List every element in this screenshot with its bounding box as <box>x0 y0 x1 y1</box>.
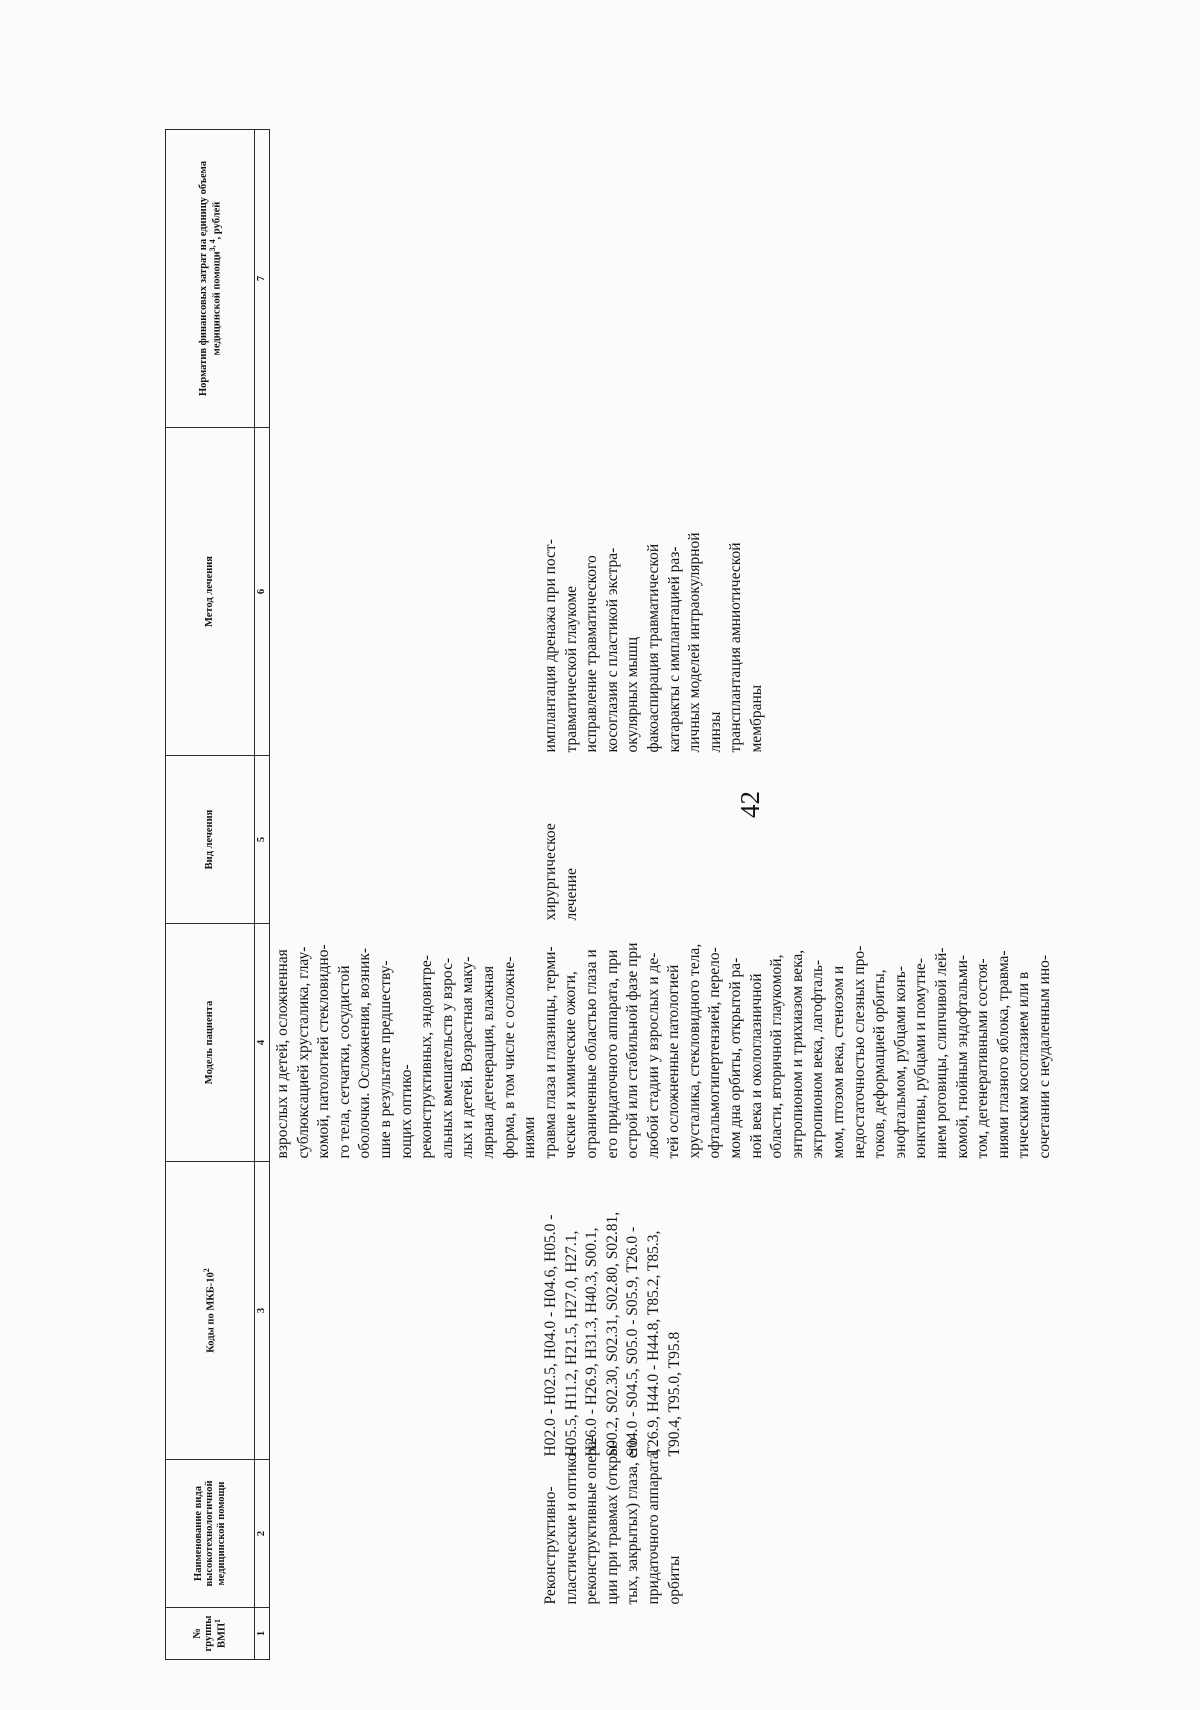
text-line: ниями глазного яблока, травма- <box>994 950 1012 1159</box>
text-line: его придаточного аппарата, при <box>603 949 621 1159</box>
text-line: лярная дегенерация, влажная <box>479 965 497 1159</box>
text-line: области, вторичной глаукомой, <box>768 954 786 1159</box>
continued-patient-model-text <box>273 927 541 1159</box>
text-line: личных моделей интраокулярной <box>686 532 704 753</box>
cell-patient-model <box>270 924 1059 1162</box>
header-col-7: Норматив финансовых затрат на единицу объема медицинской помощи$^{3, 4}$, рублей <box>166 130 255 428</box>
text-line: тическим косоглазием или в <box>1015 971 1033 1159</box>
text-line: комой, гнойным эндофтальми- <box>953 954 971 1159</box>
text-line: орбиты <box>665 1555 683 1605</box>
header-col-5: Вид лечения <box>166 756 255 924</box>
text-line: ческие и химические ожоги, <box>562 971 580 1159</box>
text-line: токов, деформацией орбиты, <box>871 969 889 1159</box>
text-line: эктропионом века, лагофталь- <box>809 959 827 1159</box>
text-line: T90.4, T95.0, T95.8 <box>665 1331 683 1457</box>
vmp-table <box>165 129 1059 1660</box>
text-line: травма глаза и глазницы, терми- <box>541 946 559 1159</box>
text-line: мембраны <box>747 684 765 753</box>
table-row <box>270 130 1059 1660</box>
text-line: мом дна орбиты, открытой ра- <box>727 957 745 1159</box>
cell-icd-codes <box>270 1162 1059 1460</box>
text-line: ции при травмах (откры- <box>603 1440 621 1605</box>
text-line: лечение <box>562 868 580 921</box>
column-number-row <box>255 130 270 1660</box>
text-line: энтропионом и трихиазом века, <box>788 949 806 1159</box>
text-line: факоаспирация травматической <box>644 543 662 753</box>
text-line: реконструктивных, эндовитре- <box>418 955 436 1159</box>
treatment-method-item <box>582 431 644 753</box>
text-line: S04.0 - S04.5, S05.0 - S05.9, T26.0 - <box>624 1226 642 1457</box>
treatment-method-item <box>644 431 726 753</box>
text-line: катаракты с имплантацией раз- <box>665 546 683 753</box>
text-line: комой, патологией стекловидно- <box>315 944 333 1159</box>
header-col-2: Наименование вида высокотехнологичной медицинской помощи <box>166 1460 255 1608</box>
text-line: том, дегенеративными состоя- <box>974 958 992 1159</box>
text-line: реконструктивные опера- <box>583 1436 601 1605</box>
text-line: хирургическое <box>542 823 559 921</box>
cell-financial-norm <box>270 130 1059 428</box>
text-line: S00.2, S02.30, S02.31, S02.80, S02.81, <box>603 1211 621 1457</box>
text-line: оболочки. Осложнения, возник- <box>356 947 374 1159</box>
cell-treatment-method <box>270 428 1059 756</box>
text-line: ограниченные областью глаза и <box>582 949 600 1159</box>
text-line: H02.0 - H02.5, H04.0 - H04.6, H05.0 - <box>542 1214 559 1457</box>
text-line: травматической глаукоме <box>562 585 580 753</box>
text-line: имплантация дренажа при пост- <box>542 539 559 753</box>
text-line: трансплантация амниотической <box>727 542 745 753</box>
text-line: шие в результате предшеству- <box>376 960 394 1159</box>
text-line: го тела, сетчатки, сосудистой <box>335 965 353 1159</box>
rotated-table-container <box>165 130 1115 1660</box>
cell-group-number <box>270 1608 1059 1660</box>
column-number: 6 <box>255 428 270 756</box>
cell-treatment-type <box>270 756 1059 924</box>
header-row <box>166 130 255 1660</box>
header-col-4: Модель пациента <box>166 924 255 1162</box>
column-number: 5 <box>255 756 270 924</box>
text-line: T26.9, H44.0 - H44.8, T85.2, T85.3, <box>644 1230 662 1457</box>
text-line: тей осложненные патологией <box>665 964 683 1159</box>
text-line: пластические и оптико- <box>562 1448 580 1605</box>
text-line: недостаточностью слезных про- <box>850 945 868 1159</box>
text-line: взрослых и детей, осложненная <box>274 949 291 1159</box>
header-col-6: Метод лечения <box>166 428 255 756</box>
text-line: ниями <box>521 1116 539 1159</box>
column-number: 1 <box>255 1608 270 1660</box>
header-col-1: № группы ВМП$^1$ <box>166 1608 255 1660</box>
text-line: юнктивы, рубцами и помутне- <box>912 958 930 1159</box>
text-line: мом, птозом века, стенозом и <box>830 965 848 1159</box>
text-line: окулярных мышц <box>624 636 642 753</box>
page-number: 42 <box>735 791 765 818</box>
text-line: сублюксацией хрусталика, глау- <box>294 946 312 1159</box>
icd-codes-text <box>541 1165 685 1457</box>
text-line: нием роговицы, слипчивой лей- <box>933 947 950 1159</box>
text-line: хрусталика, стекловидного тела, <box>685 943 703 1159</box>
column-number: 2 <box>255 1460 270 1608</box>
text-line: придаточного аппарата, <box>644 1448 662 1605</box>
text-line: H05.5, H11.2, H21.5, H27.0, H27.1, <box>562 1230 580 1457</box>
text-line: альных вмешательств у взрос- <box>438 957 456 1159</box>
treatment-method-item <box>726 431 767 753</box>
text-line: лых и детей. Возрастная маку- <box>459 956 477 1159</box>
text-line: Реконструктивно- <box>542 1486 559 1605</box>
column-number: 4 <box>255 924 270 1162</box>
text-line: форма, в том числе с осложне- <box>500 956 518 1159</box>
patient-model-text <box>541 927 1056 1159</box>
text-line: сочетании с неудаленным ино- <box>1035 954 1053 1159</box>
treatment-type-text <box>541 759 582 921</box>
cell-vmp-name <box>270 1436 1059 1608</box>
text-line: исправление травматического <box>583 555 601 753</box>
text-line: линзы <box>706 711 724 753</box>
treatment-method-list <box>541 431 768 753</box>
text-line: ющих оптико- <box>397 1064 415 1159</box>
treatment-method-item <box>541 431 582 753</box>
vmp-name-text <box>541 1436 685 1605</box>
header-col-3: Коды по МКБ-$10^2$ <box>166 1162 255 1460</box>
text-line: ной века и окологлазничной <box>747 973 765 1159</box>
text-line: офтальмогипертензией, перело- <box>706 947 724 1159</box>
text-line: любой стадии у взрослых и де- <box>644 952 662 1159</box>
text-line: острой или стабильной фазе при <box>624 942 642 1159</box>
column-number: 7 <box>255 130 270 428</box>
text-line: тых, закрытых) глаза, его <box>624 1437 642 1605</box>
text-line: H26.0 - H26.9, H31.3, H40.3, S00.1, <box>583 1227 601 1457</box>
text-line: косоглазия с пластикой экстра- <box>603 547 621 753</box>
column-number: 3 <box>255 1162 270 1460</box>
text-line: энофтальмом, рубцами конъ- <box>891 966 909 1159</box>
